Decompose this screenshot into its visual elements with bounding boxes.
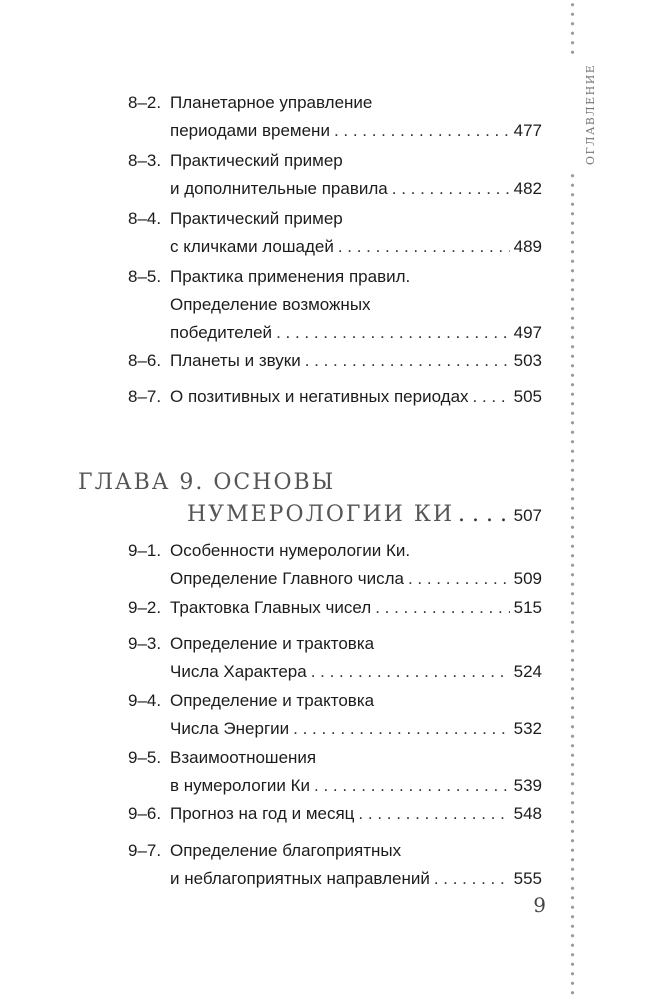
- dot-leader: [354, 800, 509, 828]
- toc-page-number: 524: [513, 662, 542, 681]
- toc-entry: [128, 687, 542, 743]
- toc-entry-number: 8–7.: [128, 387, 162, 406]
- toc-entry-number: 8–6.: [128, 351, 162, 370]
- dot-leader: [307, 658, 510, 686]
- chapter-title: ГЛАВА 9. ОСНОВЫ: [78, 470, 336, 495]
- toc-entry-number: 8–2.: [128, 93, 162, 112]
- dot-leader: [330, 117, 510, 145]
- toc-entry-title: в нумерологии Ки: [170, 776, 311, 795]
- dot-leader: [272, 319, 510, 347]
- toc-entry-number: 8–3.: [128, 151, 162, 170]
- dot-leader: [454, 499, 510, 531]
- toc-page-number: 548: [513, 804, 542, 823]
- toc-entry-title: Числа Характера: [170, 662, 307, 681]
- toc-page-number: 477: [513, 121, 542, 140]
- toc-page-number: 532: [513, 719, 542, 738]
- toc-entry: [128, 205, 542, 261]
- toc-entry-title: Прогноз на год и месяц: [170, 804, 355, 823]
- toc-entry-number: 9–4.: [128, 691, 162, 710]
- dot-leader: [404, 565, 510, 593]
- toc-entry-number: 8–4.: [128, 209, 162, 228]
- toc-entry-title: Практический пример: [170, 209, 343, 228]
- toc-entry-title: Числа Энергии: [170, 719, 290, 738]
- toc-entry-title: и дополнительные правила: [170, 179, 388, 198]
- toc-page-number: 482: [513, 179, 542, 198]
- toc-entry-title: Практический пример: [170, 151, 343, 170]
- chapter-title: НУМЕРОЛОГИИ КИ: [187, 502, 455, 527]
- toc-entry-title: Определение возможных: [170, 295, 371, 314]
- toc-entry-title: победителей: [170, 323, 273, 342]
- toc-entry: [128, 594, 542, 622]
- toc-entry-title: Определение благоприятных: [170, 841, 402, 860]
- dot-leader: [301, 347, 510, 375]
- toc-entry-number: 9–5.: [128, 748, 162, 767]
- toc-page-number: 555: [513, 869, 542, 888]
- toc-entry: [128, 347, 542, 375]
- toc-entry-title: Трактовка Главных чисел: [170, 598, 372, 617]
- toc-page-number: 505: [513, 387, 542, 406]
- toc-entry-title: Планетарное управление: [170, 93, 373, 112]
- toc-entry: [128, 147, 542, 203]
- dot-leader: [371, 594, 509, 622]
- running-header: ОГЛАВЛЕНИЕ: [584, 63, 597, 165]
- toc-entry: [128, 263, 542, 347]
- toc-entry: [128, 630, 542, 686]
- toc-page-number: 489: [513, 237, 542, 256]
- dot-leader: [334, 233, 510, 261]
- toc-entry-title: Определение и трактовка: [170, 691, 375, 710]
- toc-entry-title: Определение и трактовка: [170, 634, 375, 653]
- page-number: 9: [533, 893, 546, 917]
- toc-entry: [128, 800, 542, 828]
- toc-entry-number: 8–5.: [128, 267, 162, 286]
- toc-entry: [128, 89, 542, 145]
- toc-page-number: 503: [513, 351, 542, 370]
- toc-entry: [128, 744, 542, 800]
- dot-leader: [388, 175, 510, 203]
- toc-entry-title: Особенности нумерологии Ки.: [170, 541, 411, 560]
- toc-entry-title: Планеты и звуки: [170, 351, 301, 370]
- toc-entry-title: Взаимоотношения: [170, 748, 317, 767]
- toc-entry-title: с кличками лошадей: [170, 237, 334, 256]
- toc-entry-number: 9–2.: [128, 598, 162, 617]
- dotted-border-gap: [566, 58, 579, 170]
- toc-entry-title: Практика применения правил.: [170, 267, 411, 286]
- dot-leader: [469, 383, 510, 411]
- toc-entry-number: 9–6.: [128, 804, 162, 823]
- toc-entry-number: 9–1.: [128, 541, 162, 560]
- toc-page-number: 515: [513, 598, 542, 617]
- dot-leader: [430, 865, 510, 893]
- toc-entry: [128, 837, 542, 893]
- toc-entry-title: и неблагоприятных направлений: [170, 869, 430, 888]
- toc-page-number: 497: [513, 323, 542, 342]
- toc-entry-title: О позитивных и негативных периодах: [170, 387, 469, 406]
- chapter-heading: [78, 467, 542, 532]
- dot-leader: [289, 715, 509, 743]
- toc-entry-title: периодами времени: [170, 121, 330, 140]
- toc-entry-title: Определение Главного числа: [170, 569, 404, 588]
- toc-entry-number: 9–7.: [128, 841, 162, 860]
- toc-page-number: 509: [513, 569, 542, 588]
- toc-page-number: 507: [513, 506, 542, 525]
- toc-page-number: 539: [513, 776, 542, 795]
- toc-entry: [128, 383, 542, 411]
- dot-leader: [310, 772, 510, 800]
- toc-entry-number: 9–3.: [128, 634, 162, 653]
- toc-entry: [128, 537, 542, 593]
